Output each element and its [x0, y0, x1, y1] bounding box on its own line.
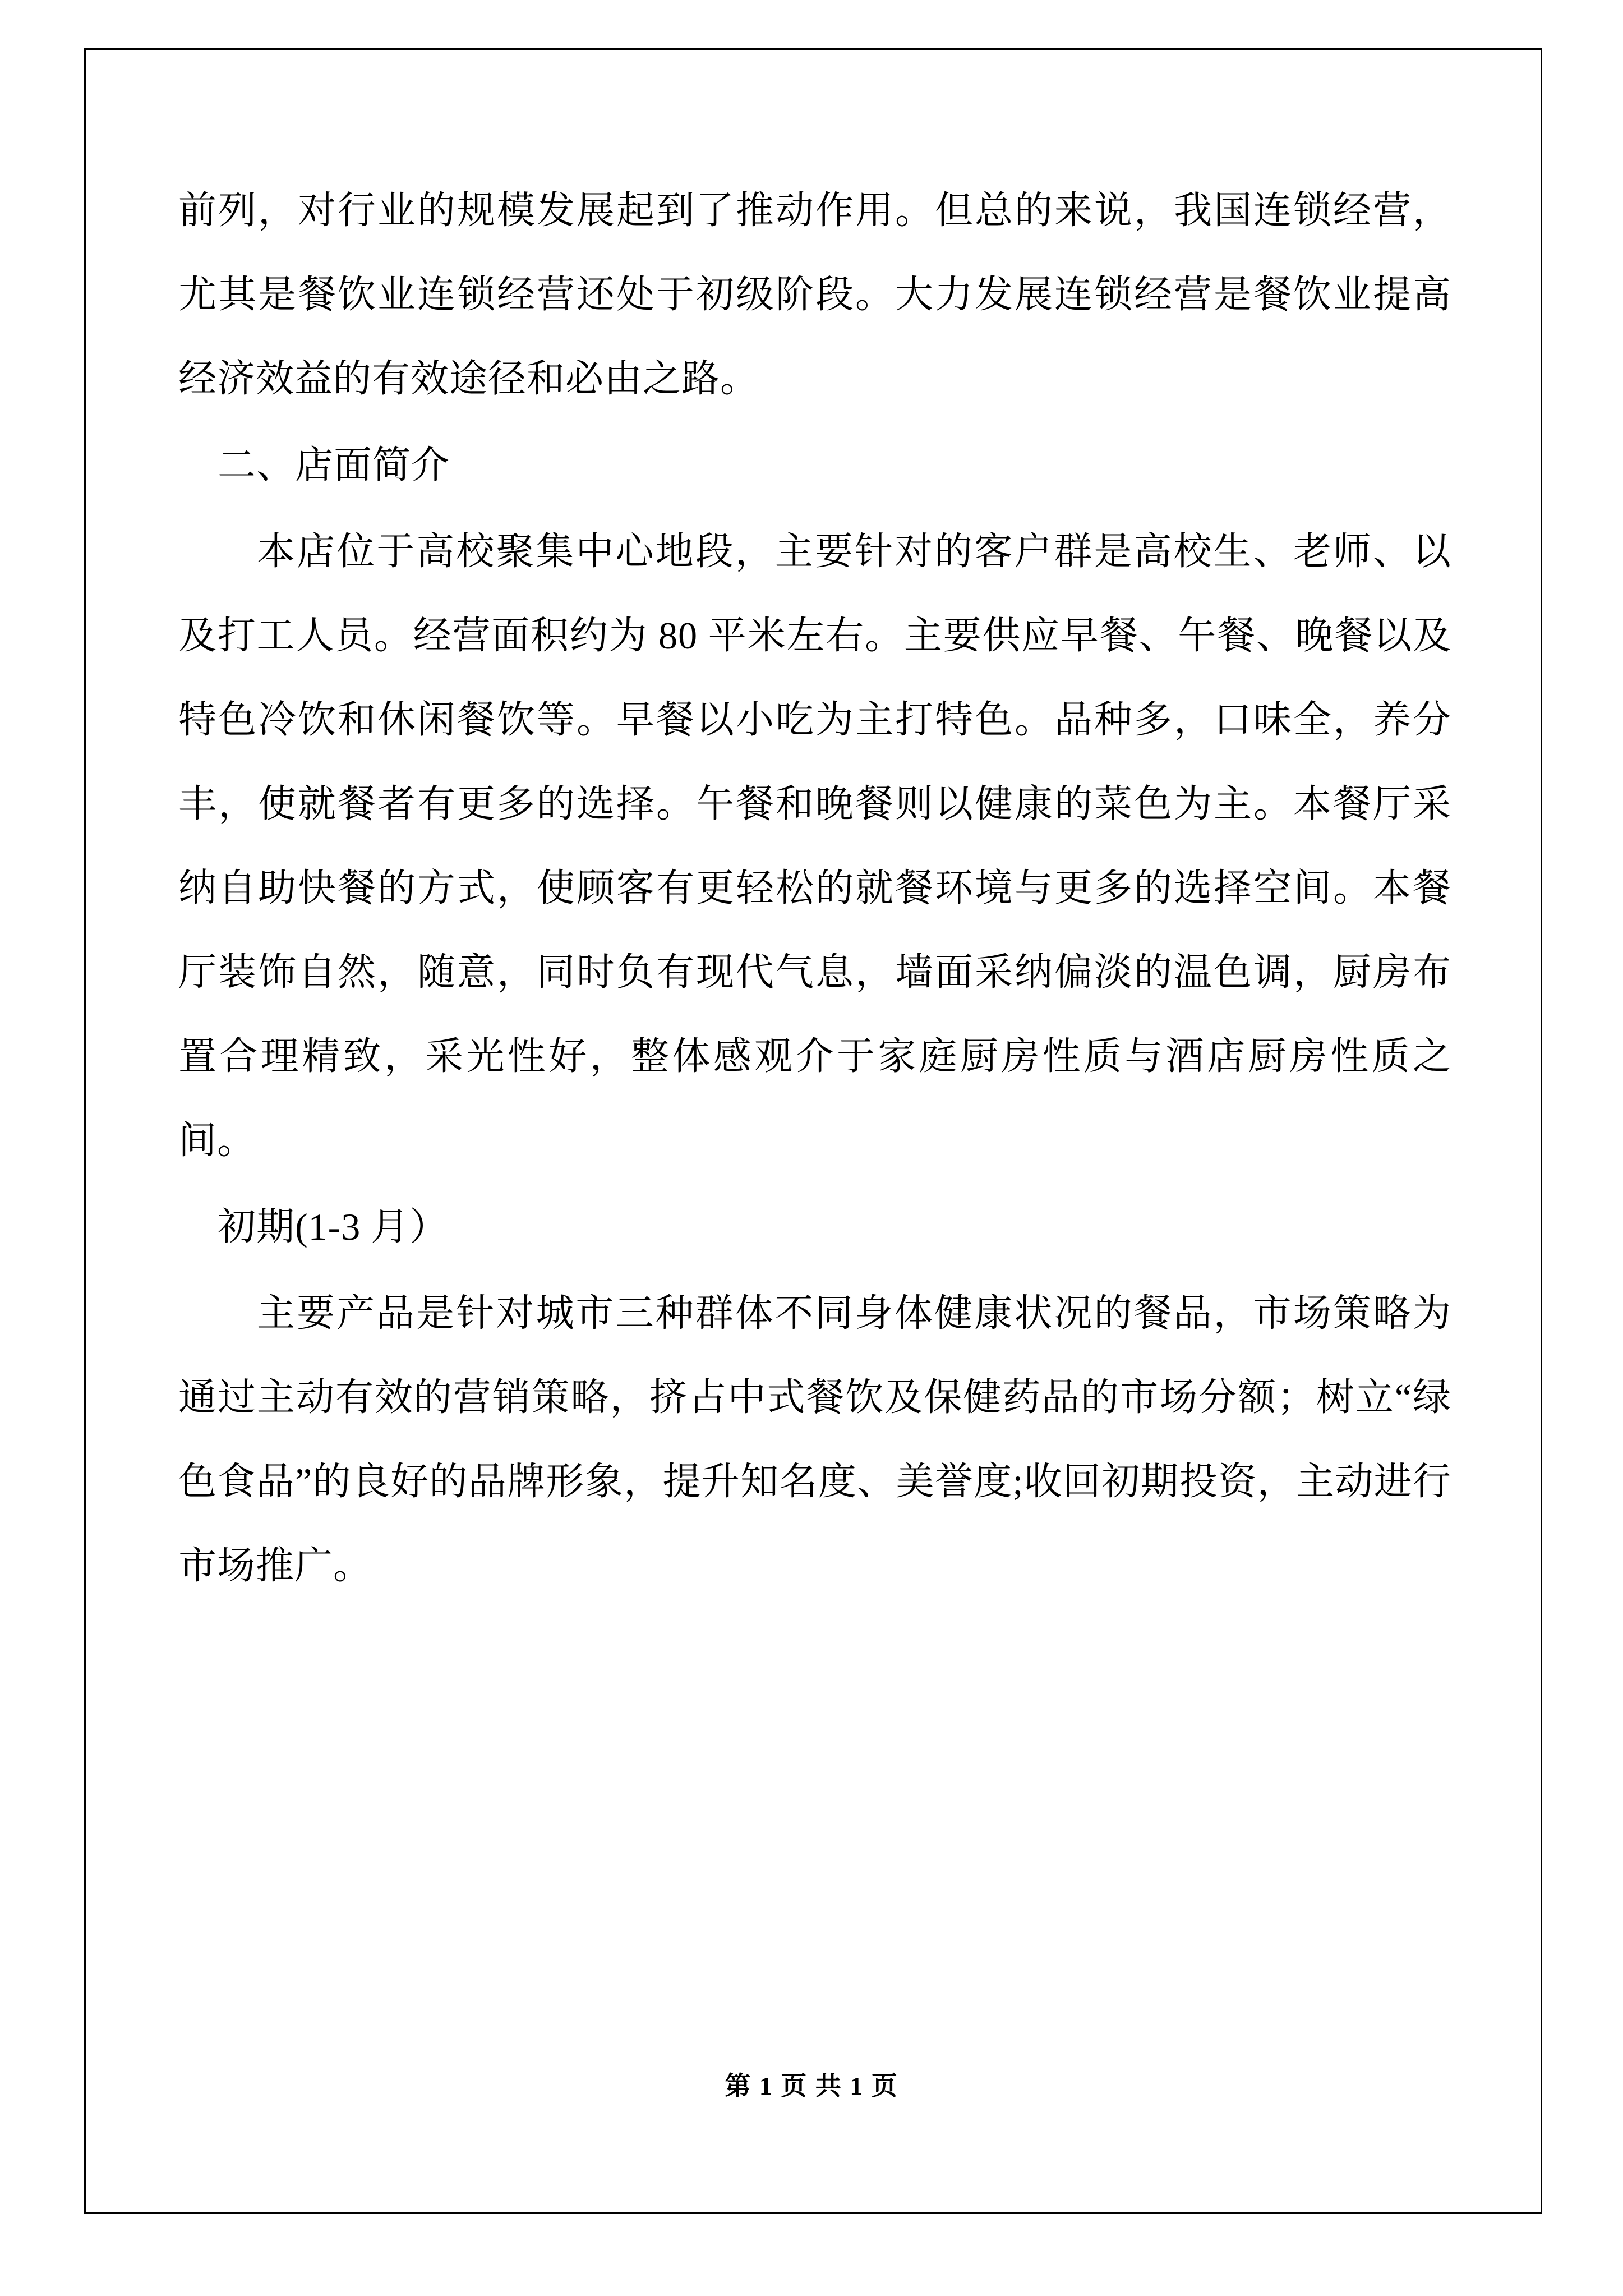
- page-footer: 第 1 页 共 1 页: [725, 2072, 898, 2100]
- paragraph-1: 前列，对行业的规模发展起到了推动作用。但总的来说，我国连锁经营，尤其是餐饮业连锁经营还处于初级阶段。大力发展连锁经营是餐饮业提高经济效益的有效途径和必由之路。: [178, 189, 1451, 400]
- paragraph-store-description: 本店位于高校聚集中心地段，主要针对的客户群是高校生、老师、以及打工人员。经营面积约为 80 平米左右。主要供应早餐、午餐、晚餐以及特色冷饮和休闲餐饮等。早餐以小吃为主打特色。品种多，口味全，养分丰，使就餐者有更多的选择。午餐和晚餐则以健康的菜色为主。本餐厅采纳自助快餐的方式，使顾客有更轻松的就餐环境与更多的选择空间。本餐厅装饰自然，随意，同时负有现代气息，墙面采纳偏淡的温色调，厨房布置合理精致，采光性好，整体感观介于家庭厨房性质与酒店厨房性质之间。: [178, 530, 1451, 1162]
- section-heading-store-intro: 二、店面简介: [218, 444, 450, 486]
- subheading-initial-stage: 初期(1-3 月）: [218, 1205, 449, 1248]
- document-body: [178, 168, 1451, 1608]
- paragraph-initial-stage-strategy: 主要产品是针对城市三种群体不同身体健康状况的餐品，市场策略为通过主动有效的营销策略，挤占中式餐饮及保健药品的市场分额；树立“绿色食品”的良好的品牌形象，提升知名度、美誉度;收回初期投资，主动进行市场推广。: [178, 1292, 1451, 1587]
